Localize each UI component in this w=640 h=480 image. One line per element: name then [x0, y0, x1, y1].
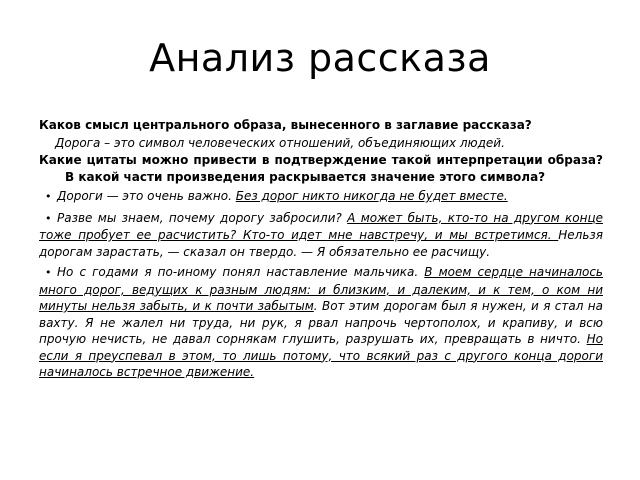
quote-1-underlined: Без дорог никто никогда не будет вместе.: [235, 189, 508, 203]
slide-content: [39, 117, 603, 385]
quotes-list: [39, 188, 603, 381]
slide-title: Анализ рассказа: [149, 36, 491, 80]
question-2: [39, 152, 603, 185]
quote-item-1: [39, 188, 603, 206]
quote-2-underlined: А может быть, кто-то на другом конце тоже пробует ее расчистить? Кто-то идет мне навстречу, и мы встретимся.: [39, 210, 603, 242]
bullet-icon: •: [45, 266, 52, 279]
bullet-icon: •: [45, 211, 52, 225]
bullet-icon: •: [45, 190, 52, 203]
quote-3-text-start: Но с годами я по-иному понял наставление мальчика.: [57, 265, 425, 279]
quote-item-3: [39, 264, 603, 381]
quote-3-underlined-2: Но если я преуспевал в этом, то лишь потому, что всякий раз с другого конца дороги начиналось встречное движение.: [39, 332, 603, 379]
quote-2-text-end: Нельзя дорогам зарастать, — сказал он твердо. — Я обязательно ее расчищу.: [39, 228, 603, 259]
quote-3-text-middle: . Вот этим дорогам был я нужен, и я стал на вахту. Я не жалел ни труда, ни рук, я рвал напрочь чертополох, и крапиву, и всю прочую нечисть, не давал сорнякам глушить, разрушать их, превращать в ничто.: [39, 299, 603, 346]
quote-2-text-start: Разве мы знаем, почему дорогу забросили?: [57, 210, 348, 225]
quote-1-text: Дороги — это очень важно.: [57, 189, 236, 203]
quote-3-underlined-1: В моем сердце начиналось много дорог, ведущих к разным людям: и близким, и далеким, и к тем, о ком ни минуты нельзя забыть, и к почти забытым: [39, 265, 604, 313]
quote-item-2: [39, 210, 603, 261]
question-2-part-2: В какой части произведения раскрывается значение этого символа?: [65, 169, 546, 184]
question-1: Каков смысл центрального образа, вынесенного в заглавие рассказа?: [39, 118, 532, 132]
answer-1: Дорога – это символ человеческих отношений, объединяющих людей.: [55, 135, 505, 150]
question-2-part-1: Какие цитаты можно привести в подтверждение такой интерпретации образа?: [39, 153, 603, 167]
